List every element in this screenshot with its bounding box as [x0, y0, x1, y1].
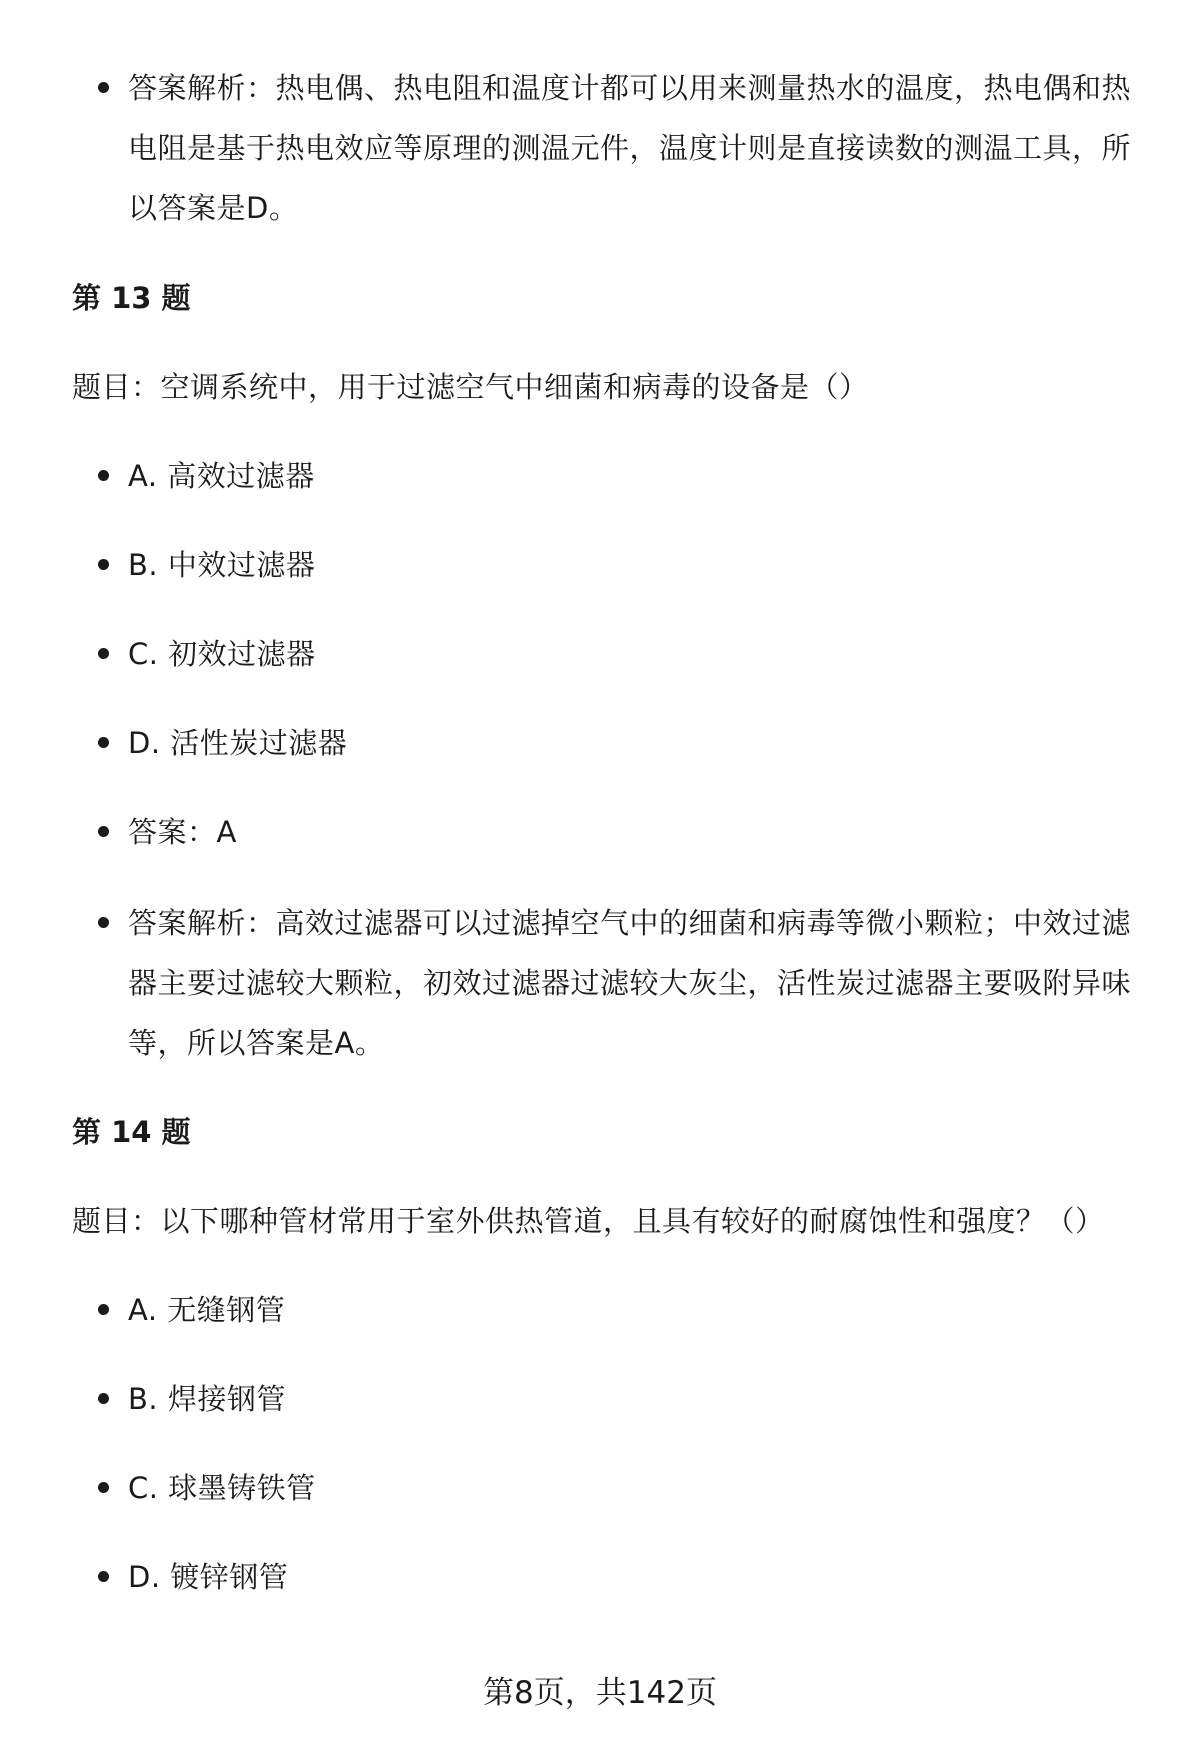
page-footer: 第8页，共142页 — [483, 1675, 717, 1711]
question-14-option-d: D. 镀锌钢管 — [128, 1547, 1140, 1607]
question-14-option-b: B. 焊接钢管 — [128, 1369, 1140, 1429]
question-13-heading: 第 13 题 — [72, 281, 191, 315]
question-13-option-c: C. 初效过滤器 — [128, 624, 1140, 684]
question-14-option-a: A. 无缝钢管 — [128, 1280, 1140, 1340]
question-13-option-b: B. 中效过滤器 — [128, 535, 1140, 595]
prev-answer-explanation: 答案解析：热电偶、热电阻和温度计都可以用来测量热水的温度，热电偶和热电阻是基于热电效应等原理的测温元件，温度计则是直接读数的测温工具，所以答案是D。 — [128, 58, 1140, 238]
question-14-option-c: C. 球墨铸铁管 — [128, 1458, 1140, 1518]
question-13-answer: 答案：A — [128, 802, 1140, 862]
question-14-heading: 第 14 题 — [72, 1115, 191, 1149]
question-14-stem: 题目：以下哪种管材常用于室外供热管道，且具有较好的耐腐蚀性和强度？（） — [72, 1204, 1105, 1238]
question-13-explanation: 答案解析：高效过滤器可以过滤掉空气中的细菌和病毒等微小颗粒；中效过滤器主要过滤较大颗粒，初效过滤器过滤较大灰尘，活性炭过滤器主要吸附异味等，所以答案是A。 — [128, 893, 1140, 1073]
question-13-option-d: D. 活性炭过滤器 — [128, 713, 1140, 773]
question-13-stem: 题目：空调系统中，用于过滤空气中细菌和病毒的设备是（） — [72, 370, 869, 404]
question-13-option-a: A. 高效过滤器 — [128, 446, 1140, 506]
